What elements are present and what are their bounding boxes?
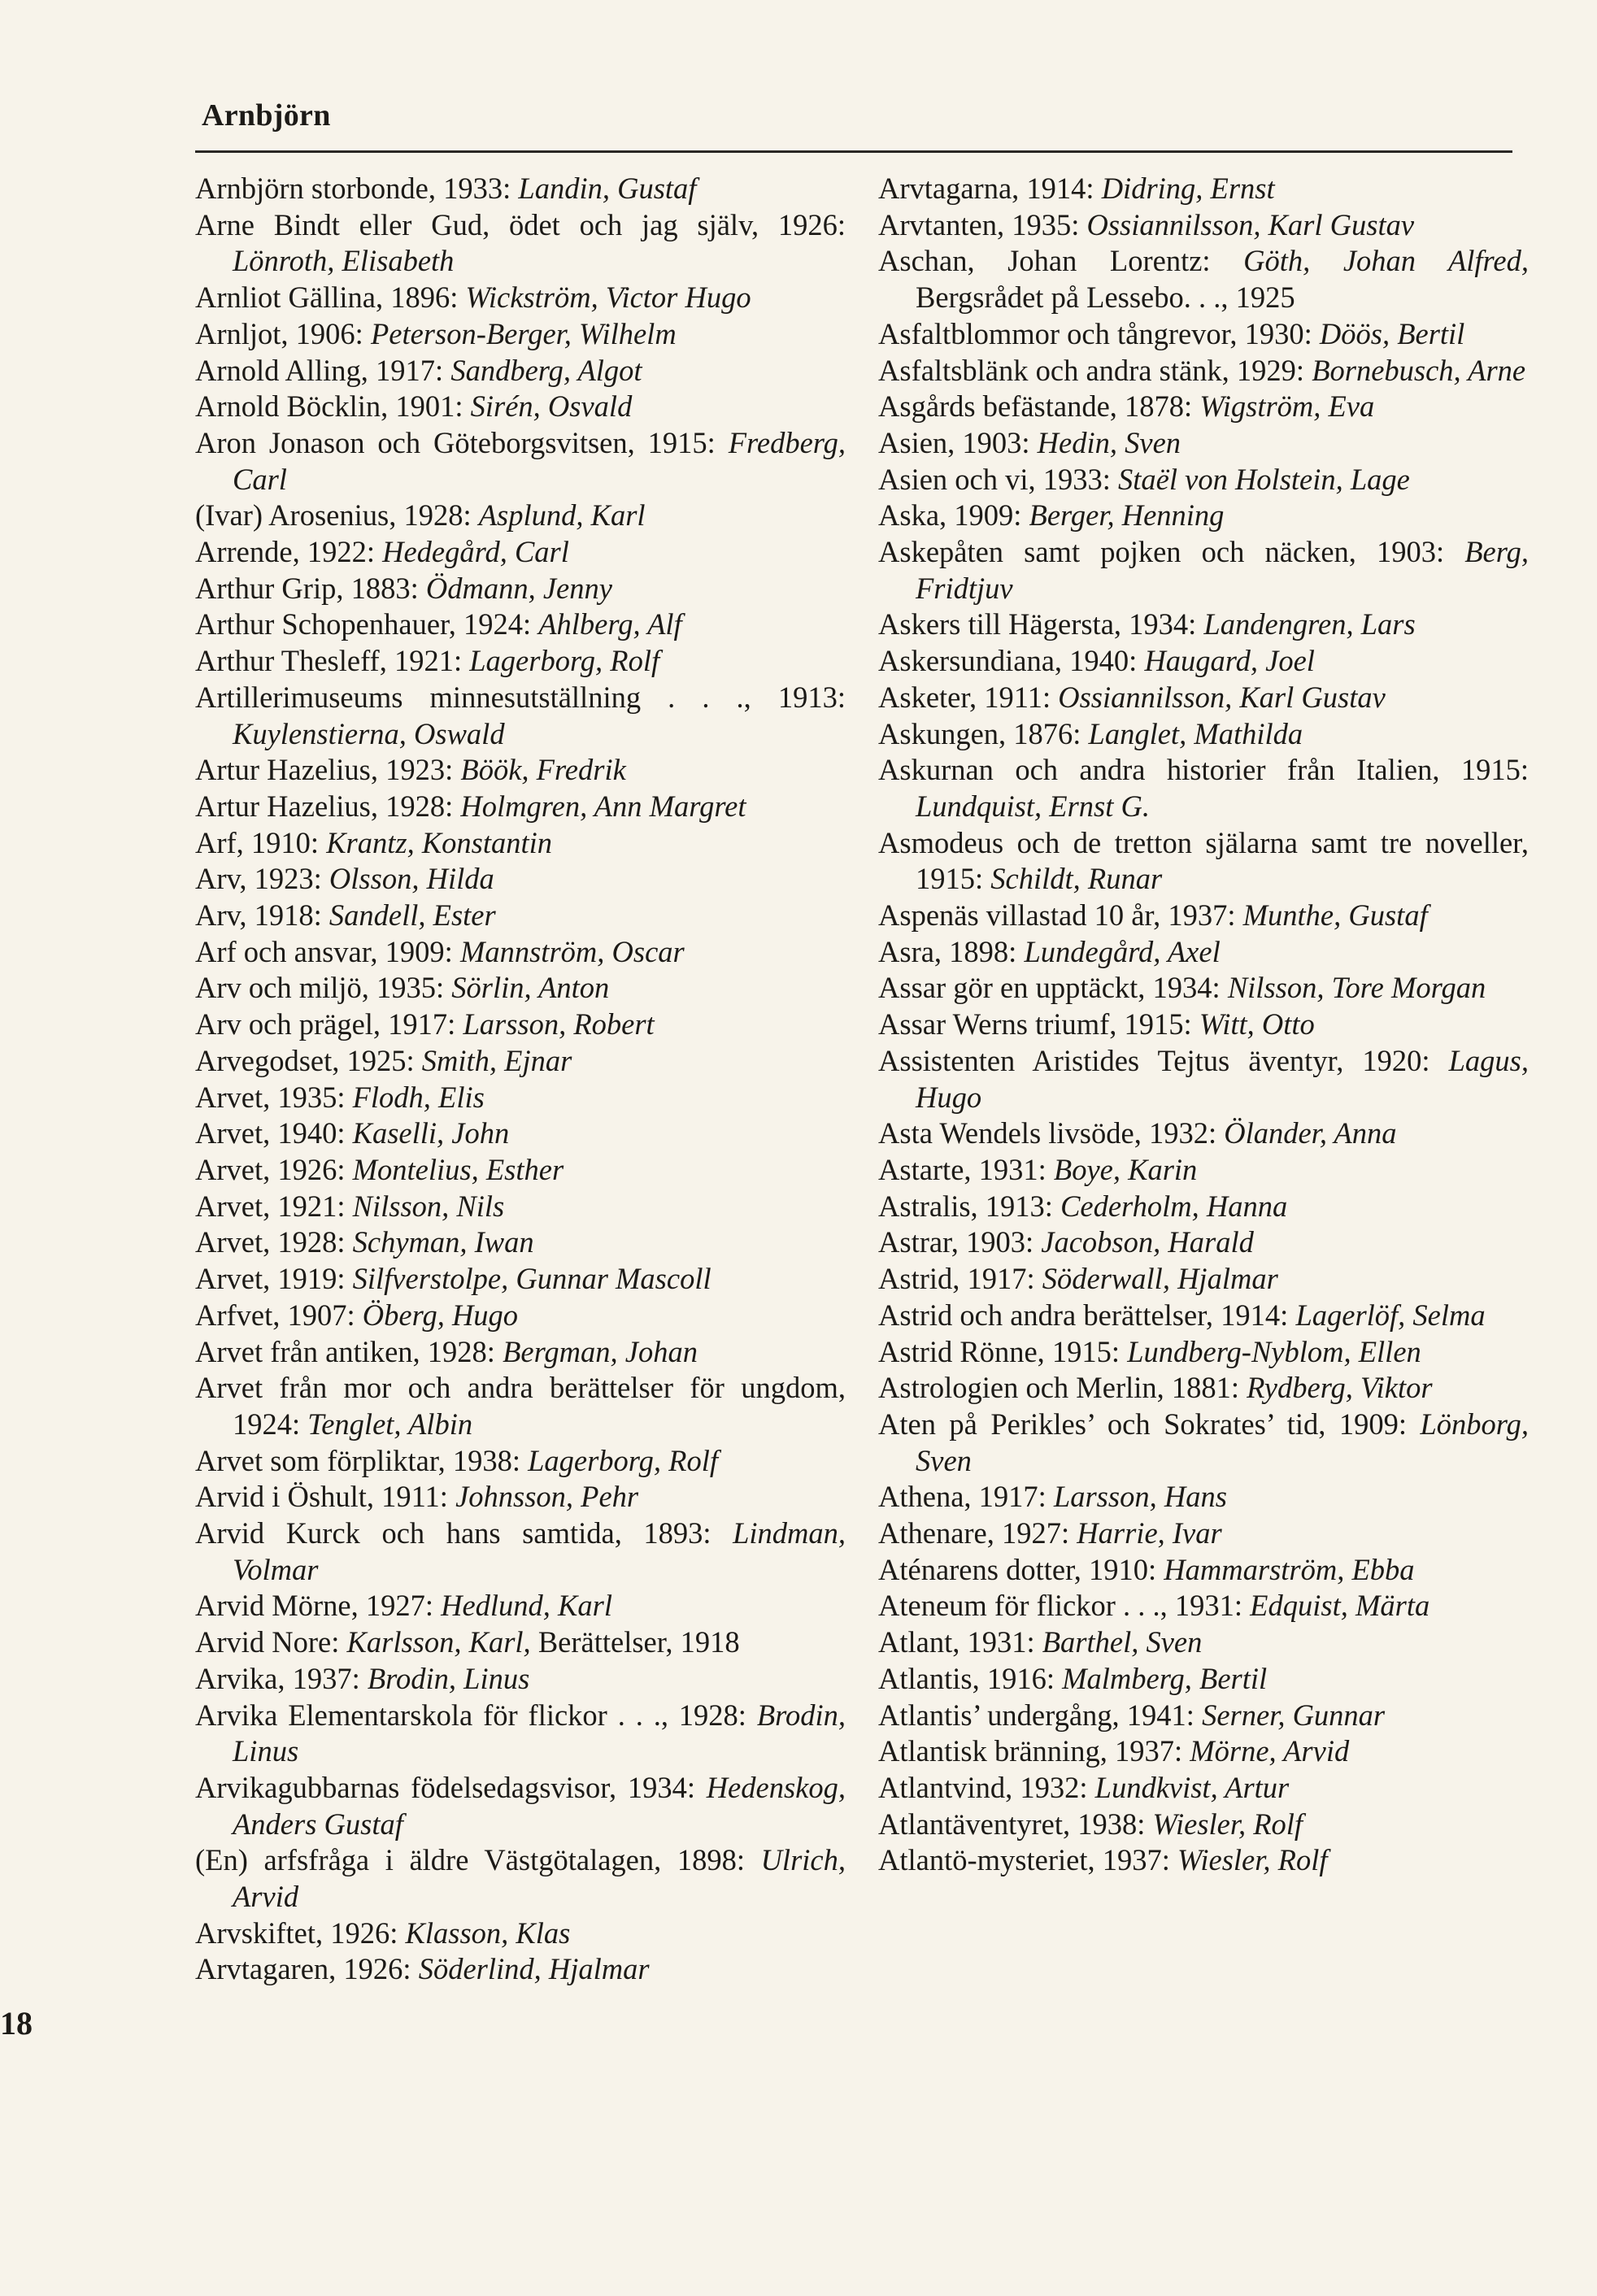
index-entry: [195, 1515, 846, 1588]
entry-title: Athenare, 1927:: [878, 1516, 1077, 1550]
index-entry: [195, 607, 846, 643]
entry-author: Nilsson, Nils: [352, 1189, 505, 1223]
index-entry: [878, 1043, 1529, 1115]
index-entry: [878, 1624, 1529, 1661]
entry-title: Arvid i Öshult, 1911:: [195, 1480, 456, 1514]
entry-title: Aten på Perikles’ och Sokrates’ tid, 1909:: [878, 1407, 1421, 1441]
index-entry: [878, 1552, 1529, 1589]
entry-title: Asketer, 1911:: [878, 680, 1059, 714]
entry-title: Ateneum för flickor . . ., 1931:: [878, 1589, 1251, 1623]
entry-title: Aschan, Johan Lorentz:: [878, 244, 1244, 278]
index-entry: [878, 680, 1529, 716]
entry-title: Askersundiana, 1940:: [878, 644, 1145, 678]
entry-title: Arvet från mor och andra berättelser för ungdom, 1924:: [195, 1371, 846, 1441]
entry-author: Smith, Ejnar: [421, 1043, 572, 1077]
entry-author: Göth, Johan Alfred,: [1243, 244, 1529, 278]
entry-author: Hedegård, Carl: [382, 535, 569, 569]
entry-title: Arne Bindt eller Gud, ödet och jag själv, 1926:: [195, 207, 846, 241]
entry-author: Ödmann, Jenny: [425, 571, 612, 605]
index-entry: [878, 1370, 1529, 1407]
index-entry: [878, 1224, 1529, 1261]
entry-title: Artur Hazelius, 1923:: [195, 753, 461, 787]
entry-title: Artur Hazelius, 1928:: [195, 789, 461, 823]
entry-author: Harrie, Ivar: [1077, 1516, 1222, 1550]
index-entry: [195, 1370, 846, 1442]
entry-author: Johnsson, Pehr: [455, 1480, 639, 1514]
index-entry: [195, 680, 846, 752]
entry-title: Asfaltsblänk och andra stänk, 1929:: [878, 353, 1312, 387]
index-entry: [195, 1770, 846, 1842]
index-entry: [195, 534, 846, 571]
entry-author: Karlsson, Karl,: [346, 1625, 531, 1659]
entry-author: Didring, Ernst: [1101, 172, 1275, 205]
entry-title: Assar Werns triumf, 1915:: [878, 1007, 1199, 1041]
entry-author: Holmgren, Ann Margret: [460, 789, 746, 823]
entry-title: Arthur Schopenhauer, 1924:: [195, 607, 539, 641]
index-entry: [878, 970, 1529, 1007]
index-entry: [195, 934, 846, 971]
right-column: [878, 171, 1529, 1879]
entry-author: Munthe, Gustaf: [1242, 898, 1428, 933]
entry-title: Arnliot Gällina, 1896:: [195, 280, 466, 315]
entry-title: Arvet, 1928:: [195, 1225, 353, 1259]
entry-author: Ossiannilsson, Karl Gustav: [1058, 680, 1386, 714]
index-entry: [195, 353, 846, 389]
entry-title: Aspenäs villastad 10 år, 1937:: [878, 898, 1243, 933]
index-entry: [195, 280, 846, 316]
entry-author: Böök, Fredrik: [460, 753, 626, 787]
entry-title: Aténarens dotter, 1910:: [878, 1552, 1164, 1586]
entry-author: Ossiannilsson, Karl Gustav: [1086, 207, 1415, 241]
entry-title: Aron Jonason och Göteborgsvitsen, 1915:: [195, 425, 729, 459]
entry-author: Berg, Fridtjuv: [916, 535, 1529, 605]
entry-title: Arnold Böcklin, 1901:: [195, 389, 471, 424]
index-entry: [195, 861, 846, 898]
index-entry: [195, 1443, 846, 1480]
entry-title: Arv, 1918:: [195, 898, 329, 933]
entry-title: Arvegodset, 1925:: [195, 1043, 422, 1077]
entry-author: Witt, Otto: [1199, 1007, 1315, 1041]
entry-author: Landin, Gustaf: [518, 172, 697, 205]
index-entry: [195, 498, 846, 534]
index-entry: [195, 1152, 846, 1189]
entry-author: Larsson, Hans: [1053, 1480, 1227, 1514]
entry-title: Arvet från antiken, 1928:: [195, 1334, 503, 1368]
entry-title: Athena, 1917:: [878, 1480, 1054, 1514]
entry-author: Mörne, Arvid: [1190, 1734, 1350, 1768]
index-entry: [878, 1807, 1529, 1843]
index-entry: [878, 1261, 1529, 1298]
entry-title: Asta Wendels livsöde, 1932:: [878, 1116, 1225, 1150]
entry-title: Asien, 1903:: [878, 425, 1038, 459]
index-entry: [878, 752, 1529, 824]
entry-title: Assistenten Aristides Tejtus äventyr, 1920:: [878, 1043, 1449, 1077]
entry-title: Askungen, 1876:: [878, 716, 1089, 750]
entry-author: Söderwall, Hjalmar: [1042, 1262, 1278, 1296]
index-entry: [878, 243, 1529, 315]
entry-title: Atlantisk bränning, 1937:: [878, 1734, 1190, 1768]
entry-author: Peterson-Berger, Wilhelm: [370, 316, 677, 350]
entry-suffix: Berättelser, 1918: [530, 1625, 740, 1659]
entry-title: Arvikagubbarnas födelsedagsvisor, 1934:: [195, 1770, 707, 1804]
entry-title: Arvid Kurck och hans samtida, 1893:: [195, 1516, 733, 1550]
entry-author: Silfverstolpe, Gunnar Mascoll: [352, 1262, 711, 1296]
entry-title: Arvet, 1935:: [195, 1080, 353, 1114]
entry-author: Öberg, Hugo: [362, 1298, 519, 1332]
entry-author: Jacobson, Harald: [1041, 1225, 1254, 1259]
index-entry: [195, 1007, 846, 1043]
entry-author: Wiesler, Rolf: [1152, 1807, 1303, 1841]
index-entry: [195, 1951, 846, 1988]
entry-author: Krantz, Konstantin: [326, 825, 553, 859]
entry-author: Fredberg, Carl: [233, 425, 846, 496]
entry-author: Wickström, Victor Hugo: [465, 280, 751, 315]
index-entry: [195, 316, 846, 353]
entry-author: Berger, Henning: [1029, 498, 1225, 533]
entry-author: Landengren, Lars: [1203, 607, 1416, 641]
entry-author: Asplund, Karl: [478, 498, 646, 533]
entry-author: Malmberg, Bertil: [1062, 1661, 1268, 1695]
entry-author: Lundquist, Ernst G.: [916, 789, 1150, 823]
index-entry: [195, 207, 846, 280]
entry-title: Atlantö-mysteriet, 1937:: [878, 1843, 1177, 1877]
index-entry: [878, 1152, 1529, 1189]
index-entry: [878, 898, 1529, 934]
entry-title: Astrar, 1903:: [878, 1225, 1042, 1259]
entry-title: (Ivar) Arosenius, 1928:: [195, 498, 479, 533]
entry-author: Bergman, Johan: [503, 1334, 698, 1368]
index-entry: [195, 752, 846, 789]
entry-title: Arvet, 1921:: [195, 1189, 353, 1223]
entry-author: Flodh, Elis: [352, 1080, 485, 1114]
index-entry: [878, 498, 1529, 534]
index-entry: [878, 1007, 1529, 1043]
entry-author: Sandell, Ester: [329, 898, 496, 933]
entry-author: Lagerborg, Rolf: [469, 644, 660, 678]
entry-title: Arf och ansvar, 1909:: [195, 934, 460, 968]
index-entry: [195, 1842, 846, 1915]
entry-suffix: Bergsrådet på Lessebo. . ., 1925: [916, 280, 1295, 315]
entry-title: Askepåten samt pojken och näcken, 1903:: [878, 535, 1465, 569]
index-entry: [878, 1479, 1529, 1515]
entry-title: Askurnan och andra historier från Italien, 1915:: [878, 753, 1529, 787]
entry-author: Bornebusch, Arne: [1312, 353, 1526, 387]
entry-author: Nilsson, Tore Morgan: [1227, 971, 1486, 1005]
entry-title: Arvika, 1937:: [195, 1661, 368, 1695]
entry-author: Wigström, Eva: [1199, 389, 1375, 424]
header-rule: [195, 150, 1512, 153]
entry-title: Arvtanten, 1935:: [878, 207, 1087, 241]
index-entry: [195, 643, 846, 680]
entry-author: Hedlund, Karl: [441, 1589, 613, 1623]
entry-title: Asgårds befästande, 1878:: [878, 389, 1200, 424]
entry-author: Edquist, Märta: [1250, 1589, 1430, 1623]
index-entry: [195, 970, 846, 1007]
entry-title: Arvskiftet, 1926:: [195, 1916, 406, 1950]
index-entry: [195, 1261, 846, 1298]
entry-author: Lindman, Volmar: [233, 1516, 846, 1586]
index-entry: [195, 389, 846, 425]
index-entry: [195, 1334, 846, 1371]
entry-title: Atlantis’ undergång, 1941:: [878, 1698, 1203, 1732]
index-entry: [195, 1189, 846, 1225]
entry-author: Brodin, Linus: [367, 1661, 530, 1695]
entry-title: Arvid Mörne, 1927:: [195, 1589, 442, 1623]
entry-author: Klasson, Klas: [405, 1916, 571, 1950]
entry-title: Arvet som förpliktar, 1938:: [195, 1443, 529, 1477]
entry-author: Montelius, Esther: [352, 1152, 564, 1186]
index-entry: [195, 1043, 846, 1080]
index-entry: [878, 643, 1529, 680]
entry-title: Asfaltblommor och tångrevor, 1930:: [878, 316, 1320, 350]
entry-title: Arnljot, 1906:: [195, 316, 371, 350]
index-entry: [878, 1298, 1529, 1334]
entry-author: Ahlberg, Alf: [538, 607, 682, 641]
index-entry: [878, 716, 1529, 753]
entry-title: Astrid, 1917:: [878, 1262, 1042, 1296]
entry-author: Langlet, Mathilda: [1088, 716, 1303, 750]
entry-author: Lagerlöf, Selma: [1295, 1298, 1486, 1332]
entry-title: Atlantvind, 1932:: [878, 1770, 1095, 1804]
entry-title: Arvika Elementarskola för flickor . . ., 1928:: [195, 1698, 757, 1732]
entry-title: Arfvet, 1907:: [195, 1298, 363, 1332]
entry-author: Hammarström, Ebba: [1164, 1552, 1415, 1586]
index-entry: [195, 1916, 846, 1952]
index-entry: [195, 1298, 846, 1334]
left-column: [195, 171, 846, 1988]
index-entry: [878, 825, 1529, 898]
entry-author: Lundkvist, Artur: [1094, 1770, 1290, 1804]
entry-author: Döös, Bertil: [1319, 316, 1465, 350]
entry-title: Arf, 1910:: [195, 825, 327, 859]
entry-title: Atlantis, 1916:: [878, 1661, 1063, 1695]
index-entry: [195, 1115, 846, 1152]
entry-title: Arnbjörn storbonde, 1933:: [195, 172, 519, 205]
index-entry: [878, 207, 1529, 244]
entry-title: Artillerimuseums minnesutställning . . ., 1913:: [195, 680, 846, 714]
index-entry: [195, 171, 846, 207]
index-entry: [878, 1407, 1529, 1479]
index-entry: [878, 425, 1529, 462]
entry-title: Asmodeus och de tretton själarna samt tre noveller, 1915:: [878, 825, 1529, 896]
index-entry: [878, 1842, 1529, 1879]
entry-author: Larsson, Robert: [463, 1007, 655, 1041]
entry-title: Asien och vi, 1933:: [878, 462, 1119, 496]
index-entry: [195, 789, 846, 825]
entry-author: Mannström, Oscar: [459, 934, 685, 968]
index-entry: [195, 898, 846, 934]
entry-author: Lundegård, Axel: [1024, 934, 1221, 968]
entry-title: Arvtagarna, 1914:: [878, 172, 1102, 205]
entry-title: Arrende, 1922:: [195, 535, 383, 569]
entry-title: Aska, 1909:: [878, 498, 1029, 533]
entry-author: Tenglet, Albin: [307, 1407, 473, 1441]
entry-title: Arvet, 1926:: [195, 1152, 353, 1186]
entry-title: Arvet, 1919:: [195, 1262, 353, 1296]
entry-author: Wiesler, Rolf: [1177, 1843, 1328, 1877]
entry-title: Astrid och andra berättelser, 1914:: [878, 1298, 1296, 1332]
index-entry: [195, 825, 846, 862]
index-entry: [195, 425, 846, 498]
index-entry: [878, 316, 1529, 353]
entry-title: Astarte, 1931:: [878, 1152, 1054, 1186]
entry-title: Astrid Rönne, 1915:: [878, 1334, 1128, 1368]
entry-title: Astrologien och Merlin, 1881:: [878, 1371, 1247, 1405]
entry-title: Arv, 1923:: [195, 862, 329, 896]
index-entry: [878, 1733, 1529, 1770]
index-entry: [195, 1479, 846, 1515]
entry-author: Kaselli, John: [352, 1116, 510, 1150]
index-entry: [878, 462, 1529, 498]
entry-title: Arv och prägel, 1917:: [195, 1007, 463, 1041]
index-entry: [195, 571, 846, 607]
index-entry: [878, 1770, 1529, 1807]
entry-title: Asra, 1898:: [878, 934, 1025, 968]
page-number: 18: [0, 2005, 33, 2042]
entry-author: Rydberg, Viktor: [1247, 1371, 1433, 1405]
index-entry: [195, 1588, 846, 1624]
running-head: Arnbjörn: [202, 98, 331, 133]
entry-title: Arvtagaren, 1926:: [195, 1952, 419, 1986]
entry-author: Lundberg-Nyblom, Ellen: [1127, 1334, 1421, 1368]
index-entry: [878, 534, 1529, 607]
entry-title: Arthur Thesleff, 1921:: [195, 644, 470, 678]
entry-author: Lagus, Hugo: [916, 1043, 1529, 1114]
index-entry: [878, 389, 1529, 425]
entry-title: Arvid Nore:: [195, 1625, 347, 1659]
index-entry: [878, 1515, 1529, 1552]
index-entry: [878, 353, 1529, 389]
entry-title: Assar gör en upptäckt, 1934:: [878, 971, 1228, 1005]
index-entry: [878, 1698, 1529, 1734]
entry-title: Askers till Hägersta, 1934:: [878, 607, 1204, 641]
index-entry: [878, 171, 1529, 207]
index-entry: [878, 934, 1529, 971]
entry-author: Hedin, Sven: [1037, 425, 1181, 459]
entry-title: (En) arfsfråga i äldre Västgötalagen, 1898:: [195, 1843, 761, 1877]
entry-author: Cederholm, Hanna: [1060, 1189, 1288, 1223]
entry-author: Ulrich, Arvid: [233, 1843, 846, 1914]
entry-author: Haugard, Joel: [1144, 644, 1315, 678]
entry-author: Lönborg, Sven: [916, 1407, 1529, 1477]
entry-author: Sirén, Osvald: [470, 389, 633, 424]
entry-author: Lagerborg, Rolf: [528, 1443, 718, 1477]
entry-title: Atlantäventyret, 1938:: [878, 1807, 1153, 1841]
entry-author: Ölander, Anna: [1224, 1116, 1397, 1150]
index-entry: [195, 1224, 846, 1261]
index-entry: [878, 1588, 1529, 1624]
entry-author: Olsson, Hilda: [329, 862, 494, 896]
entry-author: Brodin, Linus: [233, 1698, 846, 1768]
index-entry: [878, 607, 1529, 643]
entry-author: Schyman, Iwan: [352, 1225, 534, 1259]
entry-title: Arv och miljö, 1935:: [195, 971, 452, 1005]
entry-title: Atlant, 1931:: [878, 1625, 1042, 1659]
entry-author: Staël von Holstein, Lage: [1118, 462, 1410, 496]
index-entry: [878, 1115, 1529, 1152]
entry-author: Serner, Gunnar: [1202, 1698, 1386, 1732]
entry-title: Arvet, 1940:: [195, 1116, 353, 1150]
entry-title: Arthur Grip, 1883:: [195, 571, 426, 605]
index-entry: [878, 1334, 1529, 1371]
index-entry: [195, 1661, 846, 1698]
entry-author: Barthel, Sven: [1042, 1625, 1203, 1659]
entry-title: Arnold Alling, 1917:: [195, 353, 451, 387]
entry-author: Boye, Karin: [1053, 1152, 1198, 1186]
index-entry: [878, 1189, 1529, 1225]
page: [187, 89, 1529, 2220]
entry-author: Sandberg, Algot: [450, 353, 642, 387]
entry-author: Schildt, Runar: [990, 862, 1163, 896]
index-entry: [195, 1698, 846, 1770]
entry-author: Sörlin, Anton: [451, 971, 610, 1005]
index-entry: [878, 1661, 1529, 1698]
entry-author: Söderlind, Hjalmar: [418, 1952, 650, 1986]
entry-author: Lönroth, Elisabeth: [233, 244, 455, 278]
index-entry: [195, 1624, 846, 1661]
index-entry: [195, 1080, 846, 1116]
entry-title: Astralis, 1913:: [878, 1189, 1061, 1223]
entry-author: Kuylenstierna, Oswald: [233, 716, 505, 750]
entry-author: Hedenskog, Anders Gustaf: [233, 1770, 846, 1841]
